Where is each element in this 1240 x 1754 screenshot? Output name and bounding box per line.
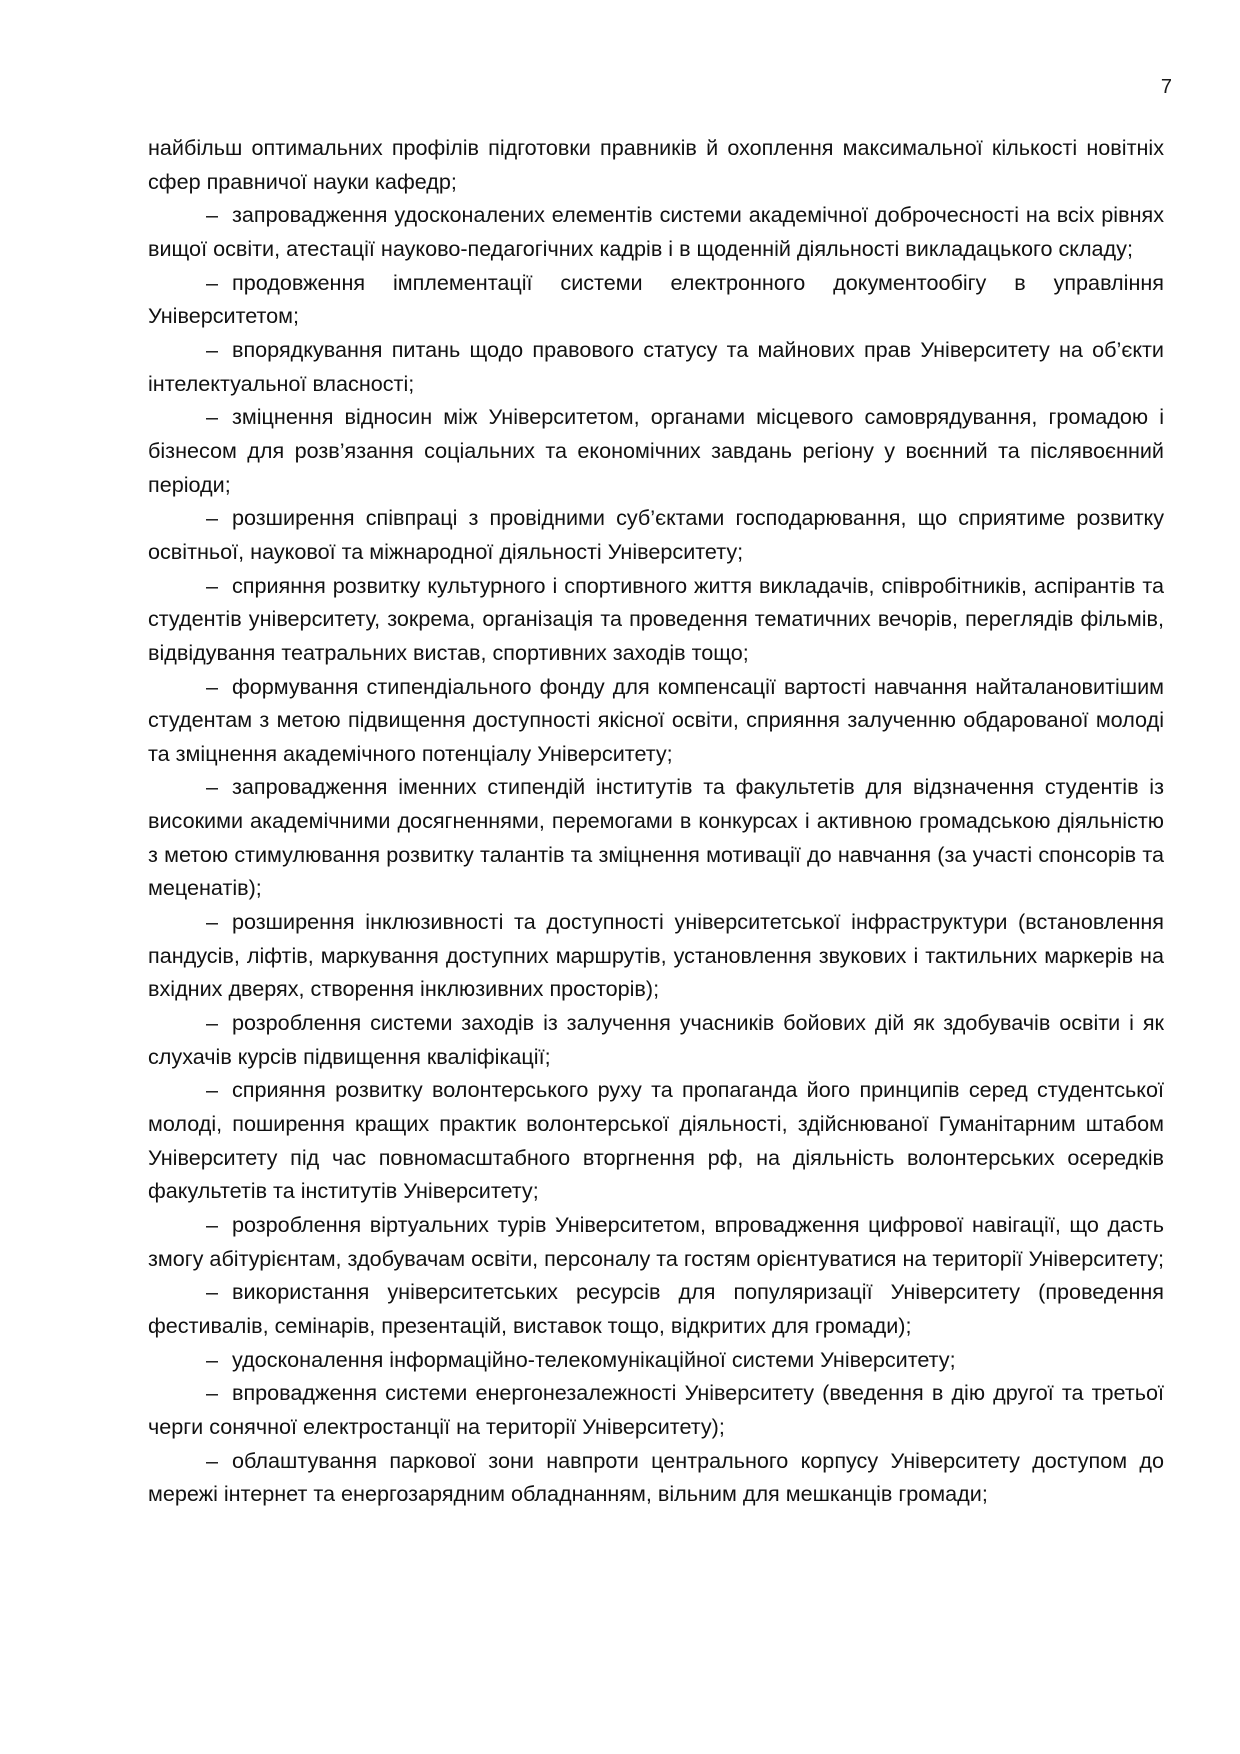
list-item-text: формування стипендіального фонду для компенсації вартості навчання найталановитішим студентам з метою підвищення доступності якісної освіти, сприяння залученню обдарованої молоді та зміцнення академічного потенціалу Університету; bbox=[148, 673, 1164, 766]
list-item-text: розширення співпраці з провідними суб’єктами господарювання, що сприятиме розвитку освітньої, наукової та міжнародної діяльності Університету; bbox=[148, 505, 1164, 564]
list-item-text: запровадження удосконалених елементів системи академічної доброчесності на всіх рівнях вищої освіти, атестації науково-педагогічних кадрів і в щоденній діяльності викладацького складу; bbox=[148, 202, 1164, 261]
list-item bbox=[148, 569, 1164, 670]
list-item-text: використання університетських ресурсів для популяризації Університету (проведення фестивалів, семінарів, презентацій, виставок тощо, відкритих для громади); bbox=[148, 1279, 1164, 1338]
dash-bullet-icon: – bbox=[206, 1380, 219, 1406]
list-item bbox=[148, 1073, 1164, 1208]
list-item-text: сприяння розвитку культурного і спортивного життя викладачів, співробітників, аспірантів та студентів університету, зокрема, організація та проведення тематичних вечорів, переглядів фільмів, відвідування театральних вистав, спортивних заходів тощо; bbox=[148, 572, 1164, 665]
list-item bbox=[148, 501, 1164, 568]
list-item bbox=[148, 1208, 1164, 1275]
list-item-text: впорядкування питань щодо правового статусу та майнових прав Університету на об’єкти інтелектуальної власності; bbox=[148, 336, 1164, 396]
list-item-text: розширення інклюзивності та доступності університетської інфраструктури (встановлення пандусів, ліфтів, маркування доступних маршрутів, установлення звукових і тактильних маркерів на вхідних дверях, створення інклюзивних просторів); bbox=[148, 909, 1164, 1002]
dash-bullet-icon: – bbox=[206, 1077, 219, 1103]
dash-bullet-icon: – bbox=[206, 774, 219, 800]
dash-bullet-icon: – bbox=[206, 202, 219, 228]
list-item-text: впровадження системи енергонезалежності Університету (введення в дію другої та третьої черги сонячної електростанції на території Університету); bbox=[148, 1380, 1164, 1439]
list-item bbox=[148, 198, 1164, 265]
dash-bullet-icon: – bbox=[206, 1212, 219, 1237]
dash-bullet-icon: – bbox=[206, 1346, 219, 1372]
list-item bbox=[148, 266, 1164, 333]
list-item-text: продовження імплементації системи електронного документообігу в управління Університетом; bbox=[148, 269, 1164, 329]
intro-paragraph: найбільш оптимальних профілів підготовки правників й охоплення максимальної кількості новітніх сфер правничої науки кафедр; bbox=[148, 135, 1164, 194]
dash-bullet-icon: – bbox=[206, 673, 219, 699]
dash-bullet-icon: – bbox=[206, 505, 219, 531]
list-item-text: розроблення віртуальних турів Університетом, впровадження цифрової навігації, що дасть змогу абітурієнтам, здобувачам освіти, персоналу та гостям орієнтуватися на території Університету; bbox=[148, 1212, 1165, 1271]
dash-bullet-icon: – bbox=[206, 404, 219, 430]
page-number: 7 bbox=[1160, 76, 1172, 98]
list-item bbox=[148, 905, 1164, 1006]
dash-bullet-icon: – bbox=[206, 1010, 219, 1036]
list-item bbox=[148, 1444, 1164, 1511]
list-item bbox=[148, 1275, 1164, 1342]
list-item-text: сприяння розвитку волонтерського руху та пропаганда його принципів серед студентської молоді, поширення кращих практик волонтерської діяльності, здійснюваної Гуманітарним штабом Університету під час повномасштабного вторгнення рф, на діяльність волонтерських осередків факультетів та інститутів Університету; bbox=[148, 1077, 1164, 1204]
list-item-text: облаштування паркової зони навпроти центрального корпусу Університету доступом до мережі інтернет та енергозарядним обладнанням, вільним для мешканців громади; bbox=[148, 1447, 1164, 1507]
dash-bullet-icon: – bbox=[206, 909, 219, 935]
list-item bbox=[148, 400, 1164, 501]
document-body bbox=[148, 131, 1164, 1511]
list-item bbox=[148, 1376, 1164, 1443]
list-item bbox=[148, 1343, 1164, 1377]
dash-bullet-icon: – bbox=[206, 572, 219, 598]
list-item bbox=[148, 333, 1164, 400]
dash-bullet-icon: – bbox=[206, 1447, 219, 1473]
dash-bullet-icon: – bbox=[206, 269, 219, 295]
list-item-text: запровадження іменних стипендій інститутів та факультетів для відзначення студентів із високими академічними досягненнями, перемогами в конкурсах і активною громадською діяльністю з метою стимулювання розвитку талантів та зміцнення мотивації до навчання (за участі спонсорів та меценатів); bbox=[148, 774, 1164, 901]
dash-bullet-icon: – bbox=[206, 1279, 219, 1305]
dash-bullet-icon: – bbox=[206, 336, 219, 362]
list-item bbox=[148, 1006, 1164, 1073]
list-item bbox=[148, 670, 1164, 771]
list-item-text: зміцнення відносин між Університетом, органами місцевого самоврядування, громадою і бізнесом для розв’язання соціальних та економічних завдань регіону у воєнний та післявоєнний періоди; bbox=[148, 404, 1164, 497]
list-item bbox=[148, 770, 1164, 905]
list-item-text: удосконалення інформаційно-телекомунікаційної системи Університету; bbox=[232, 1346, 956, 1372]
list-item-text: розроблення системи заходів із залучення учасників бойових дій як здобувачів освіти і як слухачів курсів підвищення кваліфікації; bbox=[148, 1010, 1164, 1069]
